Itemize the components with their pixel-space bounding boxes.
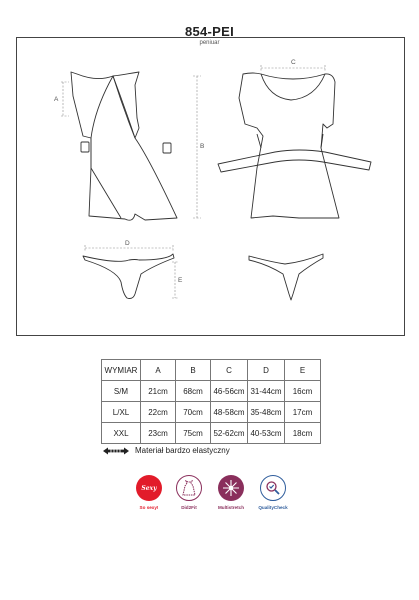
value-cell: 21cm — [141, 381, 176, 402]
sexy-icon-text: Sexy — [141, 484, 157, 492]
table-row — [102, 423, 321, 444]
robe-front-drawing — [71, 72, 177, 220]
product-model: 854-PEI — [184, 24, 235, 39]
value-cell: 17cm — [285, 402, 321, 423]
sexy-circle-icon — [136, 475, 162, 501]
double-arrow-icon — [103, 447, 129, 455]
feature-badges — [126, 475, 296, 525]
thong-back-drawing — [249, 254, 323, 300]
badge-label: So sexy! — [139, 505, 159, 510]
thong-front-drawing — [83, 254, 174, 299]
stretch-icon — [218, 475, 244, 501]
dim-label-c: C — [291, 59, 296, 66]
elastic-material-note — [103, 446, 230, 455]
value-cell: 75cm — [176, 423, 211, 444]
value-cell: 23cm — [141, 423, 176, 444]
header-cell: E — [285, 360, 321, 381]
badge-label: QualityCheck — [258, 505, 288, 510]
size-table-header — [102, 360, 321, 381]
product-subtitle: peniuar — [199, 40, 220, 46]
table-row — [102, 402, 321, 423]
header-cell: B — [176, 360, 211, 381]
size-table — [101, 359, 321, 444]
value-cell: 70cm — [176, 402, 211, 423]
badge-multistretch — [208, 475, 254, 510]
size-cell: XXL — [102, 423, 141, 444]
badge-quality-check — [250, 475, 296, 510]
garment-drawings — [17, 38, 406, 337]
dim-label-e: E — [178, 277, 183, 284]
value-cell: 46-56cm — [211, 381, 248, 402]
dim-label-b: B — [200, 143, 205, 150]
size-cell: L/XL — [102, 402, 141, 423]
value-cell: 68cm — [176, 381, 211, 402]
badge-label: Did2Fit — [181, 505, 197, 510]
value-cell: 18cm — [285, 423, 321, 444]
elastic-material-label: Materiał bardzo elastyczny — [135, 446, 230, 455]
size-cell: S/M — [102, 381, 141, 402]
table-row — [102, 381, 321, 402]
robe-back-drawing — [239, 73, 339, 218]
technical-drawing-frame — [16, 37, 405, 336]
value-cell: 35-48cm — [248, 402, 285, 423]
dim-label-a: A — [54, 96, 59, 103]
value-cell: 16cm — [285, 381, 321, 402]
dim-label-d: D — [125, 240, 130, 247]
header-cell: A — [141, 360, 176, 381]
badge-label: Multistretch — [217, 505, 245, 510]
magnifier-check-icon — [260, 475, 286, 501]
dress-icon — [176, 475, 202, 501]
value-cell: 48-58cm — [211, 402, 248, 423]
value-cell: 40-53cm — [248, 423, 285, 444]
header-cell: C — [211, 360, 248, 381]
value-cell: 31-44cm — [248, 381, 285, 402]
header-cell: D — [248, 360, 285, 381]
value-cell: 22cm — [141, 402, 176, 423]
value-cell: 52-62cm — [211, 423, 248, 444]
header-cell: WYMIAR — [102, 360, 141, 381]
badge-did2fit — [166, 475, 212, 510]
